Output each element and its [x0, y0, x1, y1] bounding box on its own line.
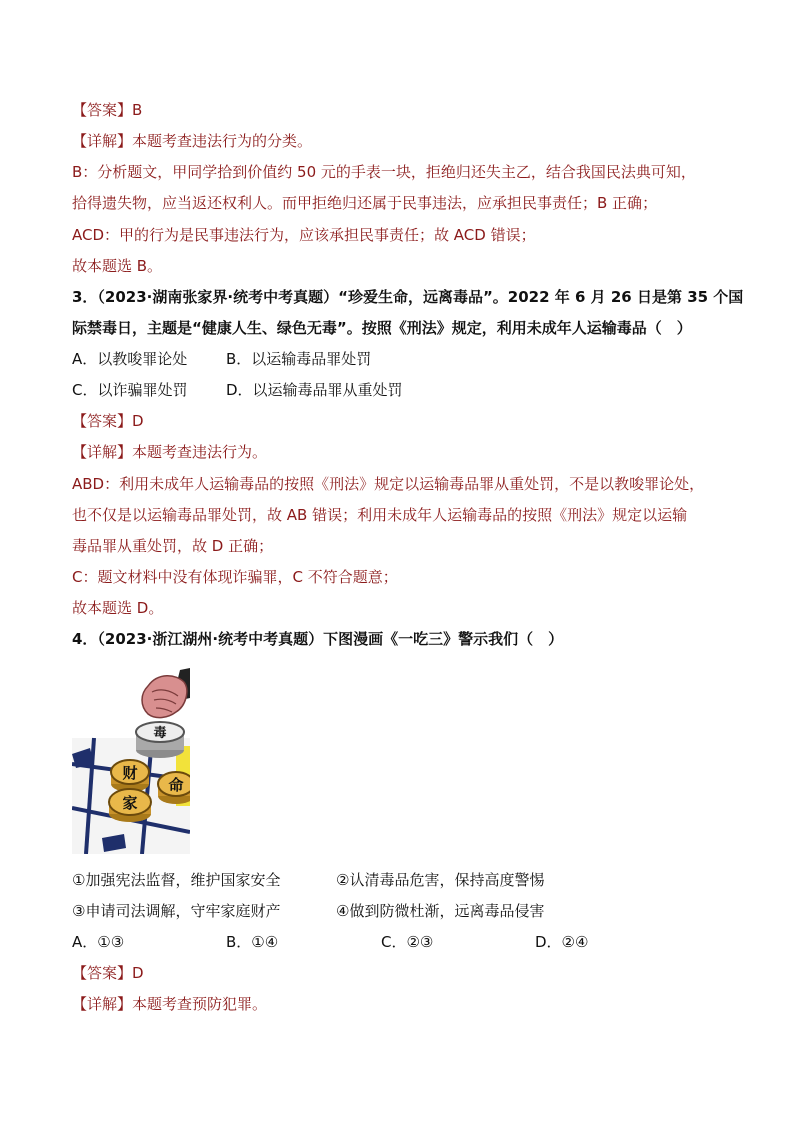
q4-detail: 【详解】本题考查预防犯罪。 [72, 995, 268, 1013]
q2-detail: 【详解】本题考查违法行为的分类。 [72, 132, 313, 150]
q3-option-d: D．以运输毒品罪从重处罚 [226, 381, 403, 399]
q2-analysis-line1: B：分析题文，甲同学拾到价值约 50 元的手表一块，拒绝归还失主乙，结合我国民法典可知， [72, 163, 696, 181]
q3-conclusion: 故本题选 D。 [72, 599, 164, 617]
q4-option-d: D．②④ [535, 933, 589, 951]
q2-conclusion: 故本题选 B。 [72, 257, 163, 275]
q4-statement-1: ①加强宪法监督，维护国家安全 [72, 871, 281, 889]
q3-option-c: C．以诈骗罪处罚 [72, 381, 188, 399]
q3-option-b: B．以运输毒品罪处罚 [226, 350, 372, 368]
q4-statement-3: ③申请司法调解，守牢家庭财产 [72, 902, 281, 920]
q4-option-a: A．①③ [72, 933, 125, 951]
q3-stem-line2: 际禁毒日，主题是“健康人生、绿色无毒”。按照《刑法》规定，利用未成年人运输毒品（ ） [72, 319, 692, 337]
cartoon-piece-life-label: 命 [168, 776, 184, 794]
q3-analysis-line3: 毒品罪从重处罚，故 D 正确； [72, 537, 274, 555]
q3-option-a: A．以教唆罪论处 [72, 350, 188, 368]
q4-statement-4: ④做到防微杜渐，远离毒品侵害 [336, 902, 545, 920]
cartoon-piece-family-label: 家 [122, 794, 138, 812]
q4-option-c: C．②③ [381, 933, 434, 951]
q4-option-b: B．①④ [226, 933, 279, 951]
cartoon-piece-wealth-label: 财 [122, 764, 138, 782]
q2-answer: 【答案】B [72, 101, 143, 119]
q3-detail: 【详解】本题考查违法行为。 [72, 443, 268, 461]
q3-analysis-line4: C：题文材料中没有体现诈骗罪，C 不符合题意； [72, 568, 398, 586]
q2-analysis-line2: 拾得遗失物，应当返还权利人。而甲拒绝归还属于民事违法，应承担民事责任；B 正确； [72, 194, 658, 212]
q4-answer: 【答案】D [72, 964, 144, 982]
q4-statement-2: ②认清毒品危害，保持高度警惕 [336, 871, 545, 889]
cartoon-image [72, 668, 190, 854]
q3-stem-line1: 3．（2023·湖南张家界·统考中考真题）“珍爱生命，远离毒品”。2022 年 6 月 26 日是第 35 个国 [72, 288, 744, 306]
cartoon-piece-top-label: 毒 [153, 726, 167, 741]
q4-stem: 4．（2023·浙江湖州·统考中考真题）下图漫画《一吃三》警示我们（ ） [72, 630, 564, 648]
q3-analysis-line1: ABD：利用未成年人运输毒品的按照《刑法》规定以运输毒品罪从重处罚，不是以教唆罪论处， [72, 475, 705, 493]
cartoon-hand [142, 676, 187, 718]
q2-analysis-line3: ACD：甲的行为是民事违法行为，应该承担民事责任；故 ACD 错误； [72, 226, 536, 244]
q3-answer: 【答案】D [72, 412, 144, 430]
q3-analysis-line2: 也不仅是以运输毒品罪处罚，故 AB 错误；利用未成年人运输毒品的按照《刑法》规定以运输 [72, 506, 688, 524]
